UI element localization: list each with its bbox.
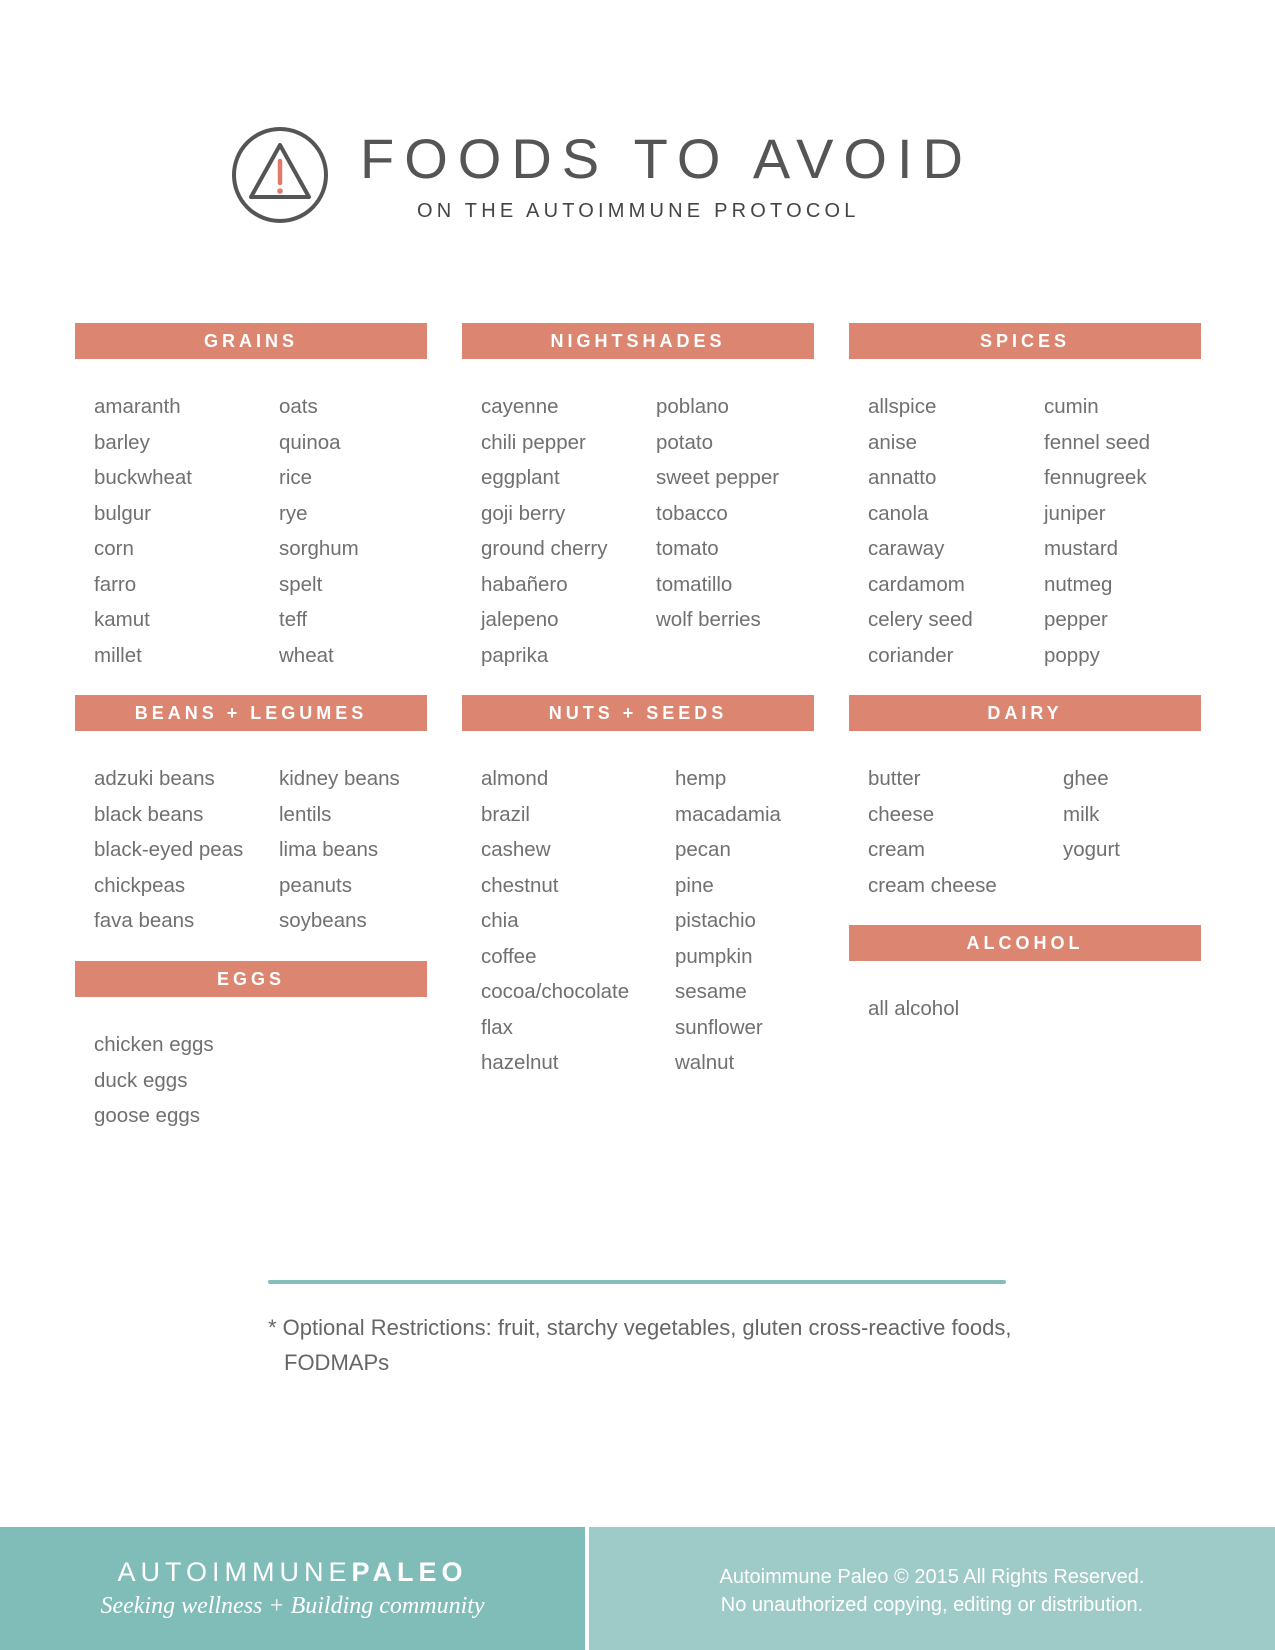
food-item: lima beans bbox=[279, 838, 379, 861]
food-item: butter bbox=[868, 767, 921, 790]
brand-light: AUTOIMMUNE bbox=[117, 1557, 352, 1587]
section-grains bbox=[75, 323, 427, 673]
food-item: chickpeas bbox=[94, 873, 186, 897]
food-item: pine bbox=[675, 873, 714, 897]
food-item: buckwheat bbox=[94, 466, 193, 489]
food-item: fennugreek bbox=[1044, 466, 1147, 489]
food-item: cardamom bbox=[868, 572, 965, 596]
eggs-col-1 bbox=[94, 1027, 214, 1134]
food-item: poppy bbox=[1044, 643, 1100, 667]
food-item: almond bbox=[481, 767, 549, 790]
food-item: kamut bbox=[94, 608, 150, 631]
food-item: cumin bbox=[1044, 395, 1099, 418]
grains-col-1 bbox=[94, 389, 279, 673]
nightshades-col-1 bbox=[481, 389, 656, 673]
food-item: sorghum bbox=[279, 537, 359, 560]
food-item: millet bbox=[94, 643, 142, 667]
nuts-col-1 bbox=[481, 761, 675, 1081]
food-item: coffee bbox=[481, 944, 537, 968]
food-item: wolf berries bbox=[656, 608, 761, 631]
food-item: tobacco bbox=[656, 501, 728, 525]
food-item: pecan bbox=[675, 838, 731, 861]
food-item: amaranth bbox=[94, 395, 181, 418]
food-item: cheese bbox=[868, 802, 935, 826]
food-item: all alcohol bbox=[868, 997, 960, 1020]
food-item: chestnut bbox=[481, 873, 559, 897]
food-item: corn bbox=[94, 537, 134, 560]
food-item: chia bbox=[481, 909, 519, 932]
food-item: cream cheese bbox=[868, 873, 997, 897]
food-item: black-eyed peas bbox=[94, 838, 244, 861]
food-item: sunflower bbox=[675, 1015, 763, 1039]
section-header-alcohol: ALCOHOL bbox=[849, 925, 1201, 961]
food-item: pistachio bbox=[675, 909, 756, 932]
food-item: rye bbox=[279, 501, 308, 525]
food-item: macadamia bbox=[675, 802, 781, 826]
section-header-nightshades: NIGHTSHADES bbox=[462, 323, 814, 359]
food-item: spelt bbox=[279, 572, 323, 596]
food-item: goose eggs bbox=[94, 1104, 201, 1127]
food-item: wheat bbox=[279, 643, 334, 667]
food-item: habañero bbox=[481, 572, 568, 596]
copyright-line-1: Autoimmune Paleo © 2015 All Rights Reserved. bbox=[719, 1566, 1145, 1588]
food-item: tomatillo bbox=[656, 572, 733, 596]
food-item: eggplant bbox=[481, 466, 560, 489]
food-item: mustard bbox=[1044, 537, 1119, 560]
dairy-col-1 bbox=[868, 761, 1063, 903]
food-item: anise bbox=[868, 430, 918, 454]
food-item: juniper bbox=[1044, 501, 1106, 525]
food-item: kidney beans bbox=[279, 767, 400, 790]
food-item: adzuki beans bbox=[94, 767, 215, 790]
food-item: pumpkin bbox=[675, 944, 753, 968]
food-item: cream bbox=[868, 838, 925, 861]
food-item: ground cherry bbox=[481, 537, 608, 560]
food-item: tomato bbox=[656, 537, 719, 560]
copyright-line-2: No unauthorized copying, editing or distribution. bbox=[720, 1594, 1144, 1616]
food-item: fennel seed bbox=[1044, 430, 1151, 454]
section-beans-legumes bbox=[75, 695, 427, 939]
spices-col-1 bbox=[868, 389, 1044, 673]
section-dairy bbox=[849, 695, 1201, 903]
spices-col-2 bbox=[1044, 389, 1150, 673]
footer-brand-panel bbox=[0, 1527, 585, 1650]
section-header-nuts-seeds: NUTS + SEEDS bbox=[462, 695, 814, 731]
nuts-col-2 bbox=[675, 761, 781, 1081]
food-item: canola bbox=[868, 501, 929, 525]
food-item: paprika bbox=[481, 643, 549, 667]
dairy-col-2 bbox=[1063, 761, 1120, 903]
food-item: hemp bbox=[675, 767, 727, 790]
food-item: quinoa bbox=[279, 430, 341, 454]
food-item: sweet pepper bbox=[656, 466, 780, 489]
food-item: barley bbox=[94, 430, 150, 454]
food-item: pepper bbox=[1044, 608, 1108, 631]
optional-restrictions-note: * Optional Restrictions: fruit, starchy vegetables, gluten cross-reactive foods, FODMAPs bbox=[268, 1315, 1012, 1375]
brand-logo bbox=[0, 1557, 585, 1588]
food-item: rice bbox=[279, 466, 313, 489]
section-spices bbox=[849, 323, 1201, 673]
food-item: chili pepper bbox=[481, 430, 586, 454]
section-nuts-seeds bbox=[462, 695, 814, 1081]
food-item: potato bbox=[656, 430, 713, 454]
footer-copyright-panel bbox=[589, 1527, 1275, 1650]
food-item: cayenne bbox=[481, 395, 559, 418]
food-item: ghee bbox=[1063, 767, 1109, 790]
section-alcohol bbox=[849, 925, 1201, 1027]
section-header-grains: GRAINS bbox=[75, 323, 427, 359]
brand-tagline: Seeking wellness + Building community bbox=[100, 1593, 485, 1619]
food-item: farro bbox=[94, 572, 137, 596]
brand-bold: PALEO bbox=[351, 1557, 468, 1587]
page-subtitle: ON THE AUTOIMMUNE PROTOCOL bbox=[417, 200, 860, 222]
divider-line bbox=[268, 1280, 1006, 1284]
food-item: oats bbox=[279, 395, 318, 418]
alcohol-col-1 bbox=[868, 991, 959, 1027]
food-item: cocoa/chocolate bbox=[481, 980, 630, 1003]
section-nightshades bbox=[462, 323, 814, 673]
food-item: black beans bbox=[94, 802, 204, 826]
food-item: nutmeg bbox=[1044, 572, 1113, 596]
section-header-beans-legumes: BEANS + LEGUMES bbox=[75, 695, 427, 731]
food-item: poblano bbox=[656, 395, 729, 418]
food-item: walnut bbox=[675, 1051, 735, 1074]
food-item: coriander bbox=[868, 643, 954, 667]
food-item: allspice bbox=[868, 395, 937, 418]
food-item: peanuts bbox=[279, 873, 352, 897]
food-item: sesame bbox=[675, 980, 747, 1003]
page-header bbox=[230, 125, 973, 235]
section-header-dairy: DAIRY bbox=[849, 695, 1201, 731]
section-eggs bbox=[75, 961, 427, 1134]
food-item: celery seed bbox=[868, 608, 973, 631]
food-item: duck eggs bbox=[94, 1068, 188, 1092]
food-item: chicken eggs bbox=[94, 1033, 214, 1056]
food-item: lentils bbox=[279, 802, 332, 826]
food-item: soybeans bbox=[279, 909, 367, 932]
food-item: cashew bbox=[481, 838, 551, 861]
food-item: hazelnut bbox=[481, 1051, 559, 1074]
food-item: bulgur bbox=[94, 501, 151, 525]
section-header-eggs: EGGS bbox=[75, 961, 427, 997]
food-item: jalepeno bbox=[481, 608, 559, 631]
food-item: caraway bbox=[868, 537, 945, 560]
grains-col-2 bbox=[279, 389, 359, 673]
food-item: yogurt bbox=[1063, 838, 1120, 861]
nightshades-col-2 bbox=[656, 389, 779, 673]
food-item: milk bbox=[1063, 802, 1100, 826]
food-item: fava beans bbox=[94, 909, 195, 932]
food-item: annatto bbox=[868, 466, 937, 489]
page-title: FOODS TO AVOID bbox=[360, 127, 973, 190]
food-item: brazil bbox=[481, 802, 530, 826]
food-item: flax bbox=[481, 1015, 513, 1039]
beans-col-1 bbox=[94, 761, 279, 939]
beans-col-2 bbox=[279, 761, 400, 939]
food-item: goji berry bbox=[481, 501, 566, 525]
section-header-spices: SPICES bbox=[849, 323, 1201, 359]
food-item: teff bbox=[279, 608, 308, 631]
copyright-text bbox=[589, 1563, 1275, 1619]
warning-triangle-icon bbox=[230, 125, 330, 225]
